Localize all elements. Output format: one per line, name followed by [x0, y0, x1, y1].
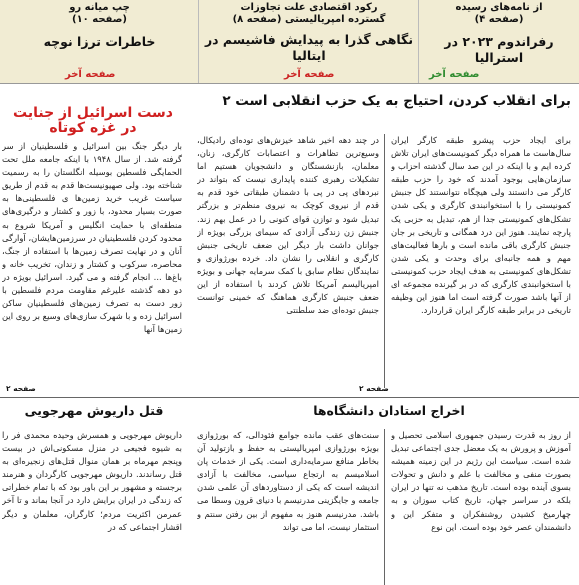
teaser-page-ref: صفحه آخر — [65, 69, 116, 80]
teaser-page: (صفحه ۴) — [474, 14, 524, 25]
gaza-article — [0, 90, 188, 395]
teaser-column-1[interactable] — [419, 0, 579, 83]
teaser-column-2[interactable] — [199, 0, 419, 83]
teaser-headline: رفراندوم ۲۰۲۳ در استرالیا — [444, 34, 554, 65]
teaser-kicker: چپ میانه رو — [69, 2, 130, 13]
teaser-column-3[interactable] — [0, 0, 199, 83]
teaser-headline: نگاهی گذرا به پیدایش فاشیسم در ایتالیا — [204, 32, 414, 63]
column-rule — [384, 134, 385, 388]
mehrjui-article-title: قتل داریوش مهرجویی — [24, 403, 164, 418]
mehrjui-article-body: داریوش مهرجویی و همسرش وحیده محمدی فر را به شیوه فجیعی در منزل مسکونی‌اش در بیست وپنجم مهرماه بر همان منوال قتل‌های زنجیره‌ای به قتل رساندند. داریوش مهرجویی کارگردان و هنرمند برجسته و مشهور بر این باور بود که با تمام خطراتی که زندگی در ایران برایش دارد در آنجا بماند و تا آخر عمرمن اکثریت مردم؛ کارگران، معلمان و دیگر اقشار اجتماعی که در — [2, 430, 182, 532]
teaser-page: (صفحه ۱۰) — [72, 14, 127, 25]
header-banner — [0, 0, 579, 84]
main-article-title: برای انقلاب کردن، احتیاج به یک حزب انقلابی است ۲ — [222, 93, 571, 109]
main-article-col-right: برای ایجاد حزب پیشرو طبقه کارگر ایران سال‌هاست ما همراه دیگر کمونیست‌های ایران تلاش کرده ایم و با اینکه در این صد سال گذشته احزاب و سازمان‌هایی بوجود آمدند که خود را حزب طبقه کارگر می دانستند ولی هیچگاه نتوانستند کل جنبش کمونیستی را با استخوانبندی کارگری و یکی شدن تشکل‌های کمونیستی جدا از هم، تبدیل به حزبی یک پارچه نمایند. هنوز این درد همگانی و تاریخی بر جان جنبش کارگری باقی مانده است و بارها فعالیت‌های مهم و همه جانبه‌ای برای وحدت و یکی شدن تشکل‌های کمونیستی به هدف ایجاد حزب کمونیستی با استخوانبندی کارگری که در بر گیرنده مجموعه ای از آنها باشد صورت گرفته است اما هنوز این وظیفه تاریخی در برابر طبقه کارگر ایران قراردارد. — [391, 135, 571, 316]
page-ref: صفحه ۲ — [359, 384, 389, 393]
main-article-col-left: در چند دهه اخیر شاهد خیزش‌های توده‌ای رادیکال، وسیع‌ترین تظاهرات و اعتصابات کارگری، زنان، معلمان، بازنشستگان و دانشجویان هستیم اما تشکیلات رهبری کننده پایداری نیست که بتواند در نبردهای پی در پی با دشمنان طبقاتی خود قدم به قدم از نیروی کوچک به نیروی منظم‌تر و بزرگتر تبدیل شود و توازن قوای کنونی را در عمل بهم زند. جنبش زن زندگی آزادی که سیمای بزرگی بویژه از جوانان داشت بار دیگر این ضعف تاریخی جنبش کارگری و انقلابی را نشان داد. خرده بورژوازی و نمایندگان نظام سابق با کمک سرمایه جهانی و بویژه امپریالیسم آمریکا تلاش کردند با استفاده از این ضعف جنبش کارگری هماهنگ که خمینی توانست جنبش توده‌ای ضد سلطنتی — [197, 135, 379, 316]
column-rule — [384, 429, 385, 585]
universities-col-right: از روز به قدرت رسیدن جمهوری اسلامی تحصیل و آموزش و پرورش به یک معضل جدی اجتماعی تبدیل شده است. سیاست این رژیم در این زمینه همیشه بصورت منفی و مخالفت با علم و دانش و تحولات بسوی آینده بوده است. تاریخ مذهب نه تنها در ایران بلکه در سراسر جهان، تاریخ کتاب سوزان و به چهارمیخ کشیدن روشنفکران و متفکر این و دانشمندان عصر خود بوده است. این نوع — [391, 430, 571, 532]
page-ref: صفحه ۲ — [6, 384, 36, 393]
universities-col-left: سنت‌های عقب مانده جوامع فئودالی، که بورژوازی بویژه بورژوازی امپریالیستی به حفظ و بازتولید آن بخاطر منافع سرمایه‌داری است. یکی از خدمات پان اسلامیسم به ارتجاع سیاسی، مخالفت با آزادی اندیشه است که یکی از دستاوردهای آن علمی شدن جامعه و جایگزینی مدرنیسم با دنیای قرون وسطا می باشد. مدرنیسم هنوز به مفهوم از بین رفتن سنتم و استثمار نیست، اما می تواند — [197, 430, 379, 532]
teaser-page: گسترده امپریالیستی (صفحه ۸) — [232, 14, 386, 25]
universities-article-title: اخراج استادان دانشگاه‌ها — [313, 403, 465, 418]
teaser-page-ref: صفحه آخر — [284, 69, 335, 80]
gaza-article-title: دست اسرائیل از جنایت در غزه کوتاه — [13, 105, 173, 136]
teaser-page-ref: صفحه آخر — [429, 69, 480, 80]
universities-article — [191, 399, 579, 585]
teaser-kicker: از نامه‌های رسیده — [455, 2, 543, 13]
mehrjui-article — [0, 399, 188, 585]
gaza-article-body: بار دیگر جنگ بین اسرائیل و فلسطینیان از سر گرفته شد. از سال ۱۹۴۸ با اینکه جامعه ملل تحت الحمایگی فلسطین بوسیله انگلستان را به رسمیت شناخته بود. ولی صهیونیست‌ها قدم به قدم از طریق سیاست غریب خرید زمین‌ها ی فلسطینی‌ها به صورت بسیار محدود، با زور و کشتار و درگیری‌های منطقه‌ای با حمایت انگلیس و آمریکا شروع به محدود کردن فلسطینیان در سرزمین‌هایشان، آوارگی آنان و در نهایت تصرف زمین‌ها با استفاده از جنگ، محاصره، سرکوب و کشتار و زندان، تخریب خانه و باغ‌ها ... انجام گرفته و می گیرد. اسرائیل بویژه در دو دهه گذشته علیرغم مقاومت مردم فلسطین با زور دست به تصرف زمین‌های فلسطینیان ساکن اسرائیل زده و با شهرک سازی‌های وسیع بر روی این زمین‌ها آنها — [2, 141, 182, 335]
teaser-headline: خاطرات ترزا نوچه — [43, 34, 156, 49]
section-divider — [0, 397, 579, 398]
main-article — [191, 90, 579, 395]
teaser-kicker: رکود اقتصادی علت تجاوزات — [240, 2, 378, 13]
